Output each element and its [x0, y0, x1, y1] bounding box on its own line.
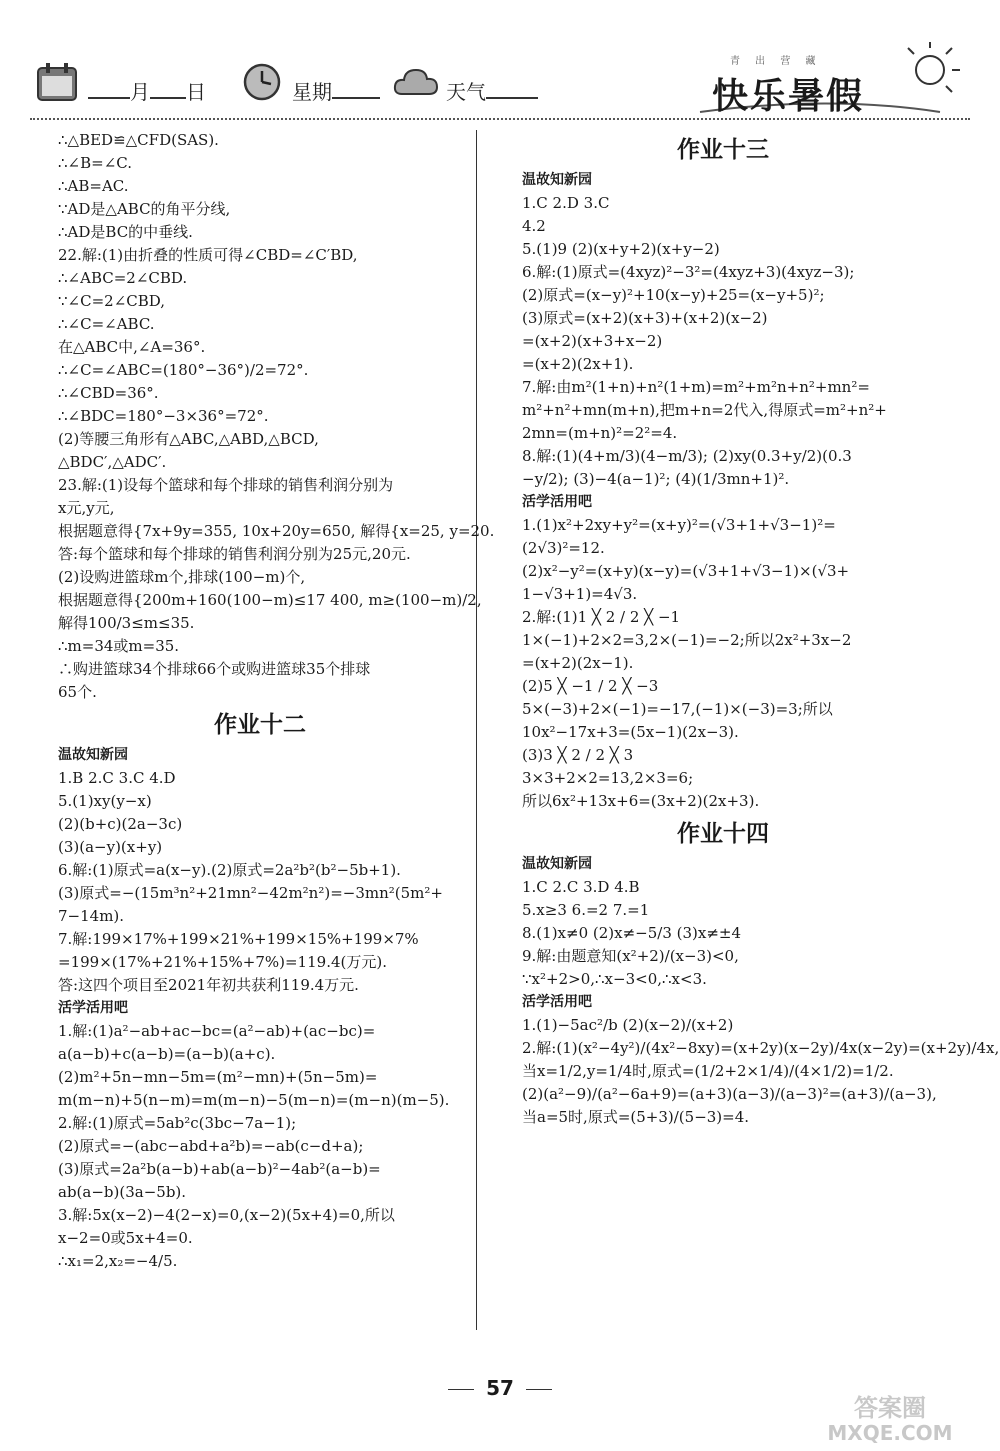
text-line: =199×(17%+21%+15%+7%)=119.4(万元). — [58, 953, 387, 971]
text-line: 在△ABC中,∠A=36°. — [58, 338, 206, 356]
text-line: ∴x₁=2,x₂=−4/5. — [58, 1252, 178, 1270]
cloud-icon — [392, 64, 440, 100]
column-divider — [476, 130, 477, 1330]
review-label: 温故知新园 — [522, 856, 592, 872]
text-line: (2)5 ╳ −1 / 2 ╳ −3 — [522, 677, 659, 695]
text-line: −y/2); (3)−4(a−1)²; (4)(1/3mn+1)². — [522, 470, 790, 488]
text-line: (2√3)²=12. — [522, 539, 605, 557]
text-line: (3)(a−y)(x+y) — [58, 838, 163, 856]
text-line: ∵∠C=2∠CBD, — [58, 292, 166, 310]
weather-field: 天气 — [446, 76, 538, 105]
text-line: 1.B 2.C 3.C 4.D — [58, 769, 176, 787]
clock-icon — [242, 62, 282, 102]
text-line: 4.2 — [522, 217, 546, 235]
text-line: ∴∠C=∠ABC=(180°−36°)/2=72°. — [58, 361, 309, 379]
text-line: 1.(1)−5ac²/b (2)(x−2)/(x+2) — [522, 1016, 734, 1034]
text-line: =(x+2)(2x−1). — [522, 654, 634, 672]
text-line: 10x²−17x+3=(5x−1)(2x−3). — [522, 723, 739, 741]
text-line: 3.解:5x(x−2)−4(2−x)=0,(x−2)(5x+4)=0,所以 — [58, 1206, 395, 1224]
left-lines-c — [58, 1021, 462, 1274]
svg-text:答案圈: 答案圈 — [854, 1394, 926, 1422]
text-line: 7.解:199×17%+199×21%+199×15%+199×7% — [58, 930, 419, 948]
text-line: ∴△BED≌△CFD(SAS). — [58, 131, 219, 149]
brand-subtitle: 青 出 营 藏 — [730, 56, 822, 67]
text-line: 根据题意得{200m+160(100−m)≤17 400, m≥(100−m)/2, — [58, 591, 482, 609]
svg-text:MXQE.COM: MXQE.COM — [827, 1421, 953, 1445]
text-line: 8.(1)x≠0 (2)x≠−5/3 (3)x≠±4 — [522, 924, 742, 942]
text-line: 2mn=(m+n)²=2²=4. — [522, 424, 678, 442]
text-line: 6.解:(1)原式=a(x−y).(2)原式=2a²b²(b²−5b+1). — [58, 861, 401, 879]
practice-label: 活学活用吧 — [58, 1000, 128, 1016]
weekday-field: 星期 — [292, 76, 380, 105]
text-line: =(x+2)(2x+1). — [522, 355, 634, 373]
right-column — [522, 130, 1000, 1130]
review-label: 温故知新园 — [58, 747, 128, 763]
calendar-icon — [36, 62, 78, 102]
section-title-14: 作业十四 — [677, 821, 769, 847]
text-line: △BDC′,△ADC′. — [58, 453, 167, 471]
section-title-12: 作业十二 — [214, 712, 306, 738]
text-line: 5.(1)9 (2)(x+y+2)(x+y−2) — [522, 240, 720, 258]
text-line: 65个. — [58, 683, 97, 701]
brand-title: 快乐暑假 — [712, 76, 865, 117]
text-line: (3)原式=(x+2)(x+3)+(x+2)(x−2) — [522, 309, 768, 327]
text-line: ∴AB=AC. — [58, 177, 129, 195]
text-line: 2.解:(1)1 ╳ 2 / 2 ╳ −1 — [522, 608, 681, 626]
section-title-13: 作业十三 — [677, 137, 769, 163]
text-line: (3)原式=2a²b(a−b)+ab(a−b)²−4ab²(a−b)= — [58, 1160, 381, 1178]
watermark-logo — [790, 1390, 990, 1446]
text-line: m(m−n)+5(n−m)=m(m−n)−5(m−n)=(m−n)(m−5). — [58, 1091, 450, 1109]
text-line: 9.解:由题意知(x²+2)/(x−3)<0, — [522, 947, 739, 965]
text-line: 8.解:(1)(4+m/3)(4−m/3); (2)xy(0.3+y/2)(0.3 — [522, 447, 852, 465]
review-label: 温故知新园 — [522, 172, 592, 188]
left-column — [58, 130, 495, 1274]
left-lines-a — [58, 130, 495, 705]
text-line: (2)m²+5n−mn−5m=(m²−mn)+(5n−5m)= — [58, 1068, 378, 1086]
text-line: x元,y元, — [58, 499, 115, 517]
brand-banner — [690, 40, 970, 120]
text-line: 1−√3+1)=4√3. — [522, 585, 638, 603]
text-line: 2.解:(1)(x²−4y²)/(4x²−8xy)=(x+2y)(x−2y)/4x(x−2y)=(x+2y)/4x, — [522, 1039, 1000, 1057]
text-line: 1.C 2.C 3.D 4.B — [522, 878, 640, 896]
text-line: (3)原式=−(15m³n²+21mn²−42m²n²)=−3mn²(5m²+ — [58, 884, 443, 902]
text-line: 1×(−1)+2×2=3,2×(−1)=−2;所以2x²+3x−2 — [522, 631, 852, 649]
text-line: 5.(1)xy(y−x) — [58, 792, 152, 810]
text-line: ∴m=34或m=35. — [58, 637, 180, 655]
month-field: 月 日 — [88, 76, 206, 105]
text-line: 所以6x²+13x+6=(3x+2)(2x+3). — [522, 792, 760, 810]
text-line: ∴AD是BC的中垂线. — [58, 223, 193, 241]
text-line: 5.x≥3 6.=2 7.=1 — [522, 901, 650, 919]
text-line: ∵AD是△ABC的角平分线, — [58, 200, 231, 218]
text-line: m²+n²+mn(m+n),把m+n=2代入,得原式=m²+n²+ — [522, 401, 887, 419]
text-line: ab(a−b)(3a−5b). — [58, 1183, 187, 1201]
text-line: 根据题意得{7x+9y=355, 10x+20y=650, 解得{x=25, y=20. — [58, 522, 495, 540]
text-line: ∴∠CBD=36°. — [58, 384, 159, 402]
text-line: 5×(−3)+2×(−1)=−17,(−1)×(−3)=3;所以 — [522, 700, 833, 718]
text-line: 1.解:(1)a²−ab+ac−bc=(a²−ab)+(ac−bc)= — [58, 1022, 376, 1040]
text-line: ∴∠C=∠ABC. — [58, 315, 155, 333]
text-line: ∴∠B=∠C. — [58, 154, 132, 172]
right-lines-c — [522, 877, 924, 992]
text-line: 当a=5时,原式=(5+3)/(5−3)=4. — [522, 1108, 750, 1126]
right-lines-b — [522, 515, 924, 814]
text-line: ∵x²+2>0,∴x−3<0,∴x<3. — [522, 970, 707, 988]
text-line: 22.解:(1)由折叠的性质可得∠CBD=∠C′BD, — [58, 246, 358, 264]
text-line: (3)3 ╳ 2 / 2 ╳ 3 — [522, 746, 634, 764]
text-line: =(x+2)(x+3+x−2) — [522, 332, 663, 350]
text-line: (2)等腰三角形有△ABC,△ABD,△BCD, — [58, 430, 319, 448]
right-lines-a — [522, 193, 924, 492]
text-line: ∴∠BDC=180°−3×36°=72°. — [58, 407, 269, 425]
practice-label: 活学活用吧 — [522, 494, 592, 510]
text-line: 当x=1/2,y=1/4时,原式=(1/2+2×1/4)/(4×1/2)=1/2. — [522, 1062, 894, 1080]
text-line: 1.(1)x²+2xy+y²=(x+y)²=(√3+1+√3−1)²= — [522, 516, 836, 534]
text-line: (2)设购进篮球m个,排球(100−m)个, — [58, 568, 306, 586]
text-line: 23.解:(1)设每个篮球和每个排球的销售利润分别为 — [58, 476, 394, 494]
text-line: ∴购进篮球34个排球66个或购进篮球35个排球 — [58, 660, 371, 678]
practice-label: 活学活用吧 — [522, 994, 592, 1010]
text-line: (2)(a²−9)/(a²−6a+9)=(a+3)(a−3)/(a−3)²=(a+3)/(a−3), — [522, 1085, 937, 1103]
text-line: (2)原式=−(abc−abd+a²b)=−ab(c−d+a); — [58, 1137, 364, 1155]
text-line: 6.解:(1)原式=(4xyz)²−3²=(4xyz+3)(4xyz−3); — [522, 263, 855, 281]
text-line: 7.解:由m²(1+n)+n²(1+m)=m²+m²n+n²+mn²= — [522, 378, 870, 396]
text-line: x−2=0或5x+4=0. — [58, 1229, 193, 1247]
page-header — [30, 40, 970, 120]
text-line: (2)x²−y²=(x+y)(x−y)=(√3+1+√3−1)×(√3+ — [522, 562, 850, 580]
text-line: (2)原式=(x−y)²+10(x−y)+25=(x−y+5)²; — [522, 286, 825, 304]
left-lines-b — [58, 768, 462, 998]
text-line: 3×3+2×2=13,2×3=6; — [522, 769, 694, 787]
text-line: 7−14m). — [58, 907, 125, 925]
text-line: (2)(b+c)(2a−3c) — [58, 815, 183, 833]
text-line: a(a−b)+c(a−b)=(a−b)(a+c). — [58, 1045, 276, 1063]
text-line: 答:每个篮球和每个排球的销售利润分别为25元,20元. — [58, 545, 411, 563]
header-divider — [30, 118, 970, 120]
right-lines-d — [522, 1015, 1000, 1130]
text-line: 解得100/3≤m≤35. — [58, 614, 195, 632]
text-line: ∴∠ABC=2∠CBD. — [58, 269, 188, 287]
text-line: 2.解:(1)原式=5ab²c(3bc−7a−1); — [58, 1114, 297, 1132]
text-line: 1.C 2.D 3.C — [522, 194, 610, 212]
page-number: 57 — [486, 1376, 514, 1400]
text-line: 答:这四个项目至2021年初共获利119.4万元. — [58, 976, 359, 994]
